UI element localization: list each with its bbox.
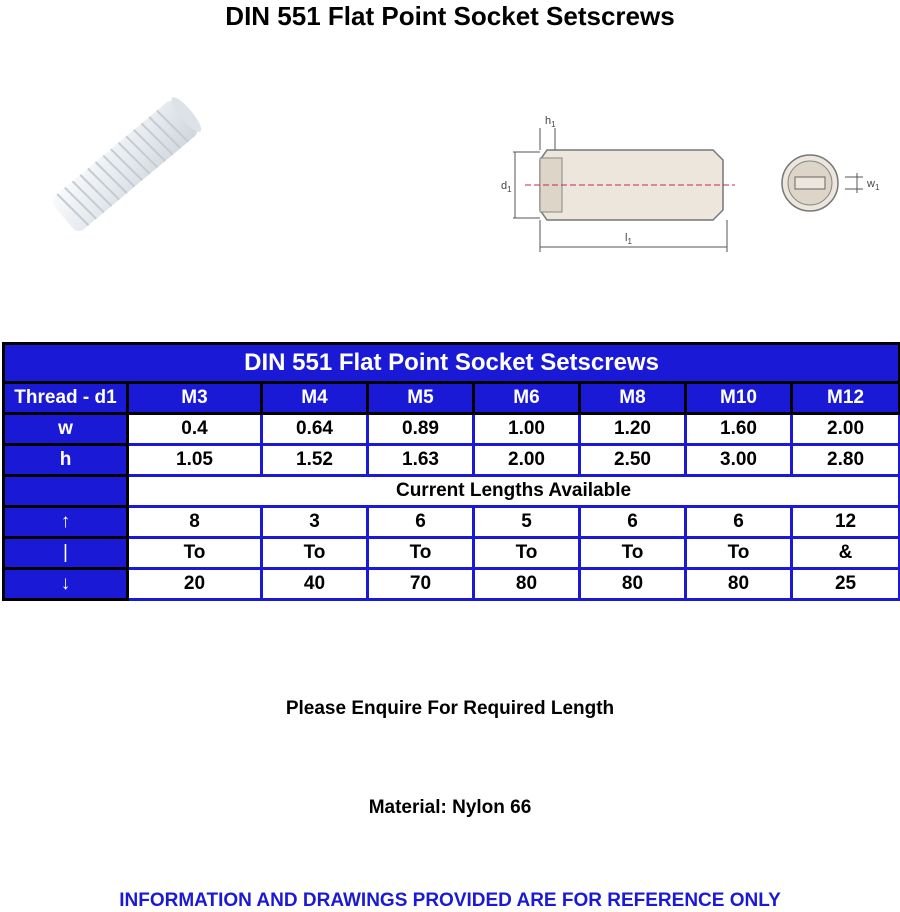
lengths-header-row	[4, 476, 900, 507]
blank-cell	[4, 476, 128, 507]
l1-label: $l_1$	[625, 232, 632, 246]
thread-cell: M8	[580, 383, 686, 414]
connector-cell: &	[792, 538, 900, 569]
d1-label: $d_1$	[501, 180, 512, 194]
thread-cell: M5	[368, 383, 474, 414]
thread-row	[4, 383, 900, 414]
h1-label: $h_1$	[545, 115, 556, 129]
min-length-cell: 6	[686, 507, 792, 538]
thread-cell: M12	[792, 383, 900, 414]
thread-cell: M3	[128, 383, 262, 414]
down-arrow-icon: ↓	[4, 569, 128, 600]
w-cell: 1.20	[580, 414, 686, 445]
h-cell: 1.63	[368, 445, 474, 476]
thread-cell: M6	[474, 383, 580, 414]
connector-cell: To	[686, 538, 792, 569]
connector-cell: To	[580, 538, 686, 569]
enquire-note: Please Enquire For Required Length	[285, 698, 615, 719]
w-row	[4, 414, 900, 445]
min-length-cell: 6	[368, 507, 474, 538]
min-length-cell: 5	[474, 507, 580, 538]
end-view-drawing	[775, 145, 895, 225]
side-view-drawing	[495, 110, 745, 260]
thread-cell: M10	[686, 383, 792, 414]
min-length-cell: 6	[580, 507, 686, 538]
max-length-cell: 25	[792, 569, 900, 600]
h-cell: 2.80	[792, 445, 900, 476]
max-length-cell: 20	[128, 569, 262, 600]
min-length-row	[4, 507, 900, 538]
min-length-cell: 8	[128, 507, 262, 538]
w-cell: 2.00	[792, 414, 900, 445]
w-cell: 1.00	[474, 414, 580, 445]
h-cell: 1.52	[262, 445, 368, 476]
connector-cell: To	[262, 538, 368, 569]
bar-icon: |	[4, 538, 128, 569]
up-arrow-icon: ↑	[4, 507, 128, 538]
w-cell: 0.89	[368, 414, 474, 445]
h-row	[4, 445, 900, 476]
min-length-cell: 3	[262, 507, 368, 538]
lengths-header: Current Lengths Available	[128, 476, 900, 507]
h-cell: 2.00	[474, 445, 580, 476]
connector-row	[4, 538, 900, 569]
w1-label: $w_1$	[867, 178, 880, 192]
table-header: DIN 551 Flat Point Socket Setscrews	[4, 344, 900, 383]
w-cell: 0.4	[128, 414, 262, 445]
h-cell: 1.05	[128, 445, 262, 476]
h-cell: 3.00	[686, 445, 792, 476]
thread-cell: M4	[262, 383, 368, 414]
disclaimer: INFORMATION AND DRAWINGS PROVIDED ARE FOR REFERENCE ONLY	[119, 890, 781, 911]
thread-label: Thread - d1	[4, 383, 128, 414]
page-title: DIN 551 Flat Point Socket Setscrews	[225, 1, 675, 31]
connector-cell: To	[368, 538, 474, 569]
connector-cell: To	[474, 538, 580, 569]
max-length-row	[4, 569, 900, 600]
max-length-cell: 80	[580, 569, 686, 600]
w-label: w	[4, 414, 128, 445]
min-length-cell: 12	[792, 507, 900, 538]
max-length-cell: 40	[262, 569, 368, 600]
h-label: h	[4, 445, 128, 476]
max-length-cell: 80	[474, 569, 580, 600]
spec-table	[2, 342, 900, 601]
max-length-cell: 70	[368, 569, 474, 600]
connector-cell: To	[128, 538, 262, 569]
w-cell: 0.64	[262, 414, 368, 445]
setscrew-photo	[40, 86, 210, 246]
w-cell: 1.60	[686, 414, 792, 445]
material-note: Material: Nylon 66	[368, 797, 532, 818]
max-length-cell: 80	[686, 569, 792, 600]
h-cell: 2.50	[580, 445, 686, 476]
